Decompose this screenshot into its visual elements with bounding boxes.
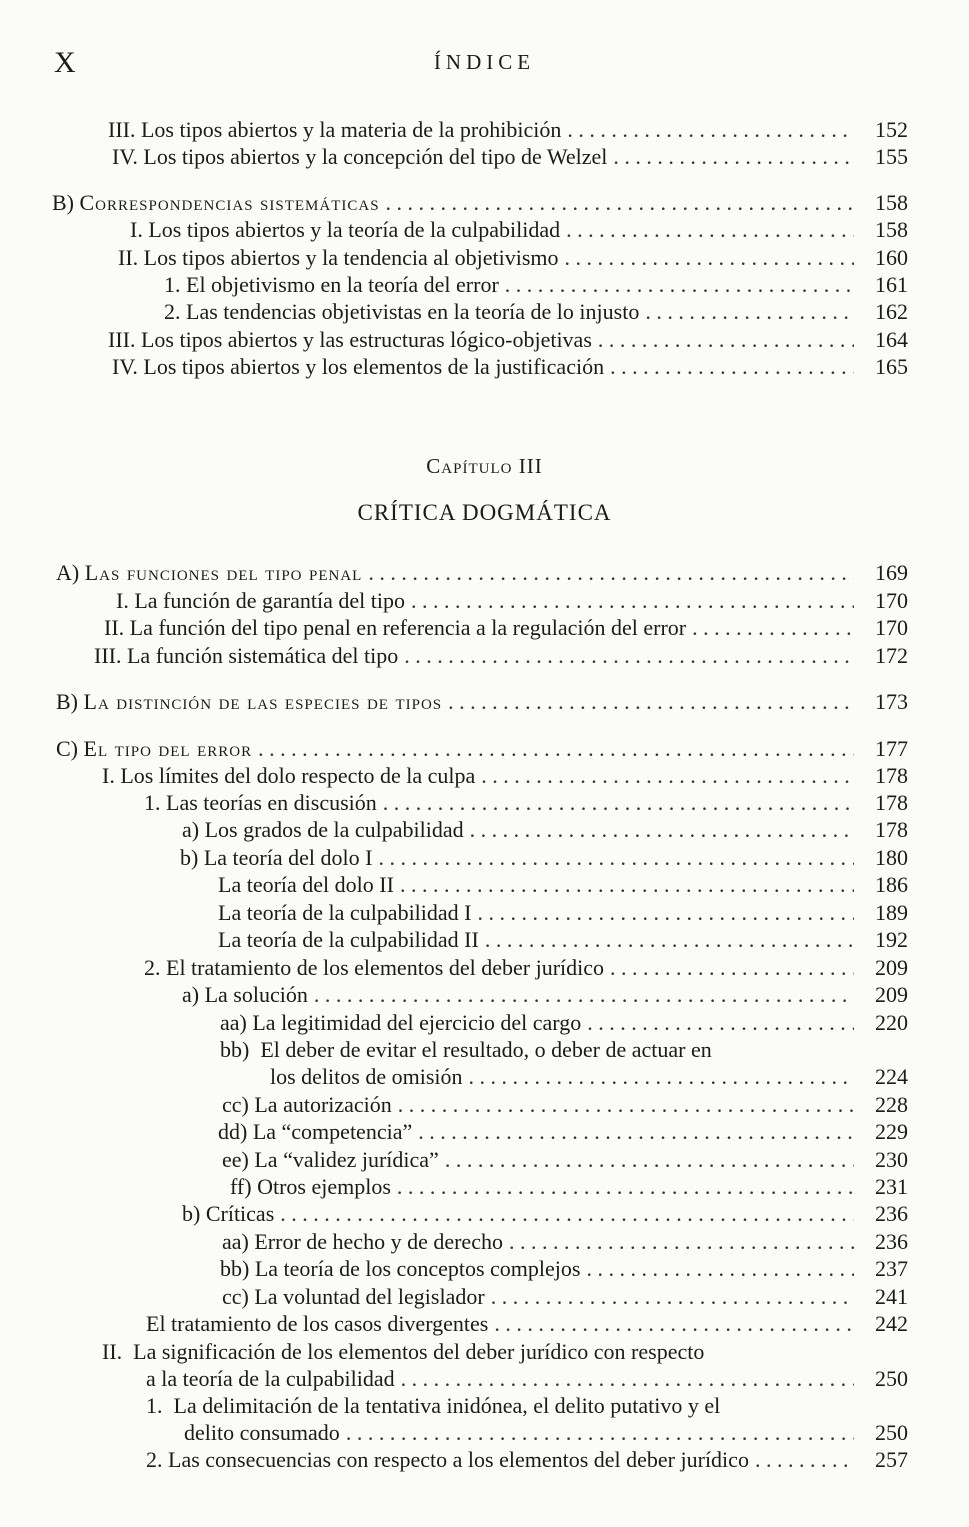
entry-page: 209 — [875, 955, 908, 980]
entry-page: 237 — [875, 1256, 908, 1281]
entry-page: 192 — [875, 927, 908, 952]
leader-dots — [645, 298, 854, 325]
entry-page: 161 — [875, 272, 908, 297]
chapter-label: Capítulo III — [426, 454, 543, 478]
leader-dots — [586, 1255, 854, 1282]
leader-dots — [567, 116, 854, 143]
toc-entry — [56, 559, 908, 586]
entry-label: B) — [56, 689, 78, 714]
leader-dots — [469, 1063, 855, 1090]
toc-entry — [108, 116, 908, 143]
entry-label: II. — [118, 245, 139, 270]
toc-entry — [230, 1173, 908, 1200]
entry-text: Los tipos abiertos y la teoría de la culpabilidad — [148, 217, 561, 242]
entry-label: 1. — [164, 272, 181, 297]
entry-label: b) — [182, 1201, 201, 1226]
leader-dots — [566, 216, 854, 243]
toc-entry-first-line — [220, 1036, 712, 1063]
toc-entry — [222, 1091, 908, 1118]
entry-page: 170 — [875, 615, 908, 640]
entry-text: La distinción de las especies de tipos — [83, 689, 443, 714]
entry-text: La teoría de la culpabilidad I — [218, 900, 472, 925]
entry-page: 180 — [875, 845, 908, 870]
leader-dots — [383, 789, 854, 816]
entry-text: La “competencia” — [252, 1119, 413, 1144]
leader-dots — [610, 954, 854, 981]
entry-text: El objetivismo en la teoría del error — [186, 272, 499, 297]
leader-dots — [610, 353, 854, 380]
entry-page: 250 — [875, 1366, 908, 1391]
toc-entry — [130, 216, 908, 243]
entry-page: 178 — [875, 817, 908, 842]
toc-entry — [102, 762, 908, 789]
entry-page: 158 — [875, 217, 908, 242]
entry-page: 160 — [875, 245, 908, 270]
entry-label: III. — [108, 327, 136, 352]
entry-text: El tratamiento de los casos divergentes — [146, 1311, 489, 1336]
toc-entry — [222, 1228, 908, 1255]
entry-page: 236 — [875, 1229, 908, 1254]
toc-entry — [52, 189, 908, 216]
entry-text: El tipo del error — [83, 736, 253, 761]
toc-entry — [184, 1419, 908, 1446]
leader-dots — [494, 1310, 854, 1337]
entry-text: Los tipos abiertos y los elementos de la justificación — [143, 354, 605, 379]
entry-text: Los tipos abiertos y la concepción del tipo de Welzel — [143, 144, 608, 169]
toc-entry — [182, 1200, 908, 1227]
entry-text: Las consecuencias con respecto a los elementos del deber jurídico — [168, 1447, 749, 1472]
leader-dots — [565, 244, 854, 271]
toc-entry — [112, 143, 908, 170]
entry-text-continuation: delito consumado — [184, 1420, 340, 1445]
entry-page: 189 — [875, 900, 908, 925]
entry-label: IV. — [112, 144, 138, 169]
leader-dots — [481, 762, 854, 789]
entry-page: 177 — [875, 736, 908, 761]
entry-label: cc) — [222, 1284, 249, 1309]
toc-entry — [94, 642, 908, 669]
entry-label: ee) — [222, 1147, 249, 1172]
leader-dots — [368, 559, 854, 586]
toc-entry — [180, 844, 908, 871]
entry-text: La función sistemática del tipo — [126, 643, 399, 668]
entry-label: IV. — [112, 354, 138, 379]
toc-entry — [218, 926, 908, 953]
leader-dots — [613, 143, 854, 170]
leader-dots — [485, 926, 854, 953]
toc-entry — [146, 1365, 908, 1392]
leader-dots — [418, 1118, 854, 1145]
toc-entry — [104, 614, 908, 641]
entry-text: Las tendencias objetivistas en la teoría de lo injusto — [186, 299, 640, 324]
leader-dots — [397, 1173, 854, 1200]
entry-label: b) — [180, 845, 199, 870]
entry-page: 242 — [875, 1311, 908, 1336]
leader-dots — [509, 1228, 854, 1255]
entry-text-continuation: los delitos de omisión — [270, 1064, 463, 1089]
toc-entry — [118, 244, 908, 271]
entry-page: 250 — [875, 1420, 908, 1445]
entry-text: La solución — [204, 982, 308, 1007]
page-number: X — [54, 46, 76, 79]
toc-entry — [112, 353, 908, 380]
entry-page: 172 — [875, 643, 908, 668]
entry-page: 209 — [875, 982, 908, 1007]
entry-label: A) — [56, 560, 80, 585]
leader-dots — [404, 642, 854, 669]
entry-label: bb) — [220, 1256, 250, 1281]
entry-page: 231 — [875, 1174, 908, 1199]
entry-text: La voluntad del legislador — [254, 1284, 485, 1309]
leader-dots — [755, 1446, 854, 1473]
toc-entry — [222, 1283, 908, 1310]
leader-dots — [505, 271, 854, 298]
toc-entry-first-line — [102, 1338, 704, 1365]
toc-entry — [222, 1146, 908, 1173]
entry-page: 164 — [875, 327, 908, 352]
leader-dots — [386, 189, 854, 216]
entry-label: ff) — [230, 1174, 252, 1199]
entry-text: La legitimidad del ejercicio del cargo — [252, 1010, 582, 1035]
leader-dots — [258, 735, 854, 762]
running-head: ÍNDICE — [433, 50, 536, 74]
toc-entry — [220, 1255, 908, 1282]
leader-dots — [587, 1009, 854, 1036]
toc-entry — [116, 587, 908, 614]
entry-label: cc) — [222, 1092, 249, 1117]
entry-text: La “validez jurídica” — [254, 1147, 439, 1172]
chapter-title: CRÍTICA DOGMÁTICA — [357, 500, 612, 525]
entry-page: 241 — [875, 1284, 908, 1309]
toc-entry — [164, 298, 908, 325]
entry-page: 230 — [875, 1147, 908, 1172]
entry-text: La teoría del dolo II — [218, 872, 394, 897]
toc-entry — [220, 1009, 908, 1036]
leader-dots — [398, 1091, 854, 1118]
entry-page: 162 — [875, 299, 908, 324]
toc-entry — [270, 1063, 908, 1090]
entry-text: La delimitación de la tentativa inidónea, el delito putativo y el — [173, 1393, 721, 1418]
entry-label: 2. — [146, 1447, 163, 1472]
toc-entry — [144, 954, 908, 981]
toc-entry — [146, 1446, 908, 1473]
entry-label: 1. — [146, 1393, 163, 1418]
entry-text: La autorización — [254, 1092, 392, 1117]
leader-dots — [346, 1419, 854, 1446]
toc-entry — [218, 871, 908, 898]
entry-label: I. — [102, 763, 115, 788]
entry-text: Los límites del dolo respecto de la culpa — [120, 763, 476, 788]
entry-label: II. — [104, 615, 125, 640]
toc-entry — [164, 271, 908, 298]
entry-page: 257 — [875, 1447, 908, 1472]
entry-text: El deber de evitar el resultado, o deber de actuar en — [260, 1037, 712, 1062]
entry-label: aa) — [222, 1229, 249, 1254]
entry-label: III. — [108, 117, 136, 142]
leader-dots — [598, 326, 854, 353]
entry-label: I. — [130, 217, 143, 242]
toc-entry — [218, 1118, 908, 1145]
entry-text: Error de hecho y de derecho — [254, 1229, 503, 1254]
entry-text: Correspondencias sistemáticas — [79, 190, 380, 215]
toc-entry — [146, 1310, 908, 1337]
entry-label: 2. — [144, 955, 161, 980]
entry-label: 1. — [144, 790, 161, 815]
entry-text: Otros ejemplos — [257, 1174, 391, 1199]
entry-label: C) — [56, 736, 78, 761]
leader-dots — [692, 614, 854, 641]
leader-dots — [470, 816, 854, 843]
entry-page: 152 — [875, 117, 908, 142]
entry-label: II. — [102, 1339, 123, 1364]
leader-dots — [401, 1365, 854, 1392]
entry-text: Las funciones del tipo penal — [84, 560, 363, 585]
entry-text: La teoría del dolo I — [203, 845, 373, 870]
entry-page: 169 — [875, 560, 908, 585]
entry-label: a) — [182, 982, 200, 1007]
entry-text: La función del tipo penal en referencia a la regulación del error — [129, 615, 687, 640]
entry-text: Los tipos abiertos y la tendencia al objetivismo — [143, 245, 559, 270]
entry-page: 165 — [875, 354, 908, 379]
toc-entry — [144, 789, 908, 816]
entry-page: 186 — [875, 872, 908, 897]
leader-dots — [491, 1283, 854, 1310]
entry-text: La teoría de la culpabilidad II — [218, 927, 479, 952]
entry-page: 228 — [875, 1092, 908, 1117]
entry-label: bb) — [220, 1037, 250, 1062]
entry-page: 158 — [875, 190, 908, 215]
leader-dots — [280, 1200, 854, 1227]
entry-page: 229 — [875, 1119, 908, 1144]
toc-entry — [218, 899, 908, 926]
entry-page: 173 — [875, 689, 908, 714]
entry-page: 220 — [875, 1010, 908, 1035]
entry-label: III. — [94, 643, 122, 668]
entry-text: Críticas — [205, 1201, 275, 1226]
toc-entry — [182, 981, 908, 1008]
entry-text: Los tipos abiertos y la materia de la prohibición — [140, 117, 562, 142]
entry-page: 170 — [875, 588, 908, 613]
entry-label: aa) — [220, 1010, 247, 1035]
entry-text: Las teorías en discusión — [166, 790, 377, 815]
leader-dots — [411, 587, 854, 614]
leader-dots — [400, 871, 854, 898]
leader-dots — [448, 688, 854, 715]
entry-label: a) — [182, 817, 200, 842]
entry-text: La teoría de los conceptos complejos — [254, 1256, 581, 1281]
entry-page: 224 — [875, 1064, 908, 1089]
entry-label: dd) — [218, 1119, 248, 1144]
entry-text-continuation: a la teoría de la culpabilidad — [146, 1366, 395, 1391]
leader-dots — [314, 981, 854, 1008]
entry-text: La función de garantía del tipo — [134, 588, 405, 613]
entry-page: 178 — [875, 763, 908, 788]
entry-label: B) — [52, 190, 74, 215]
toc-entry — [182, 816, 908, 843]
entry-label: I. — [116, 588, 129, 613]
entry-page: 155 — [875, 144, 908, 169]
toc-entry — [56, 735, 908, 762]
toc-entry-first-line — [146, 1392, 720, 1419]
entry-label: 2. — [164, 299, 181, 324]
toc-entry — [56, 688, 908, 715]
entry-page: 178 — [875, 790, 908, 815]
leader-dots — [478, 899, 855, 926]
toc-entry — [108, 326, 908, 353]
entry-text: Los tipos abiertos y las estructuras lógico-objetivas — [140, 327, 592, 352]
entry-page: 236 — [875, 1201, 908, 1226]
leader-dots — [378, 844, 854, 871]
entry-text: Los grados de la culpabilidad — [204, 817, 464, 842]
entry-text: El tratamiento de los elementos del deber jurídico — [166, 955, 605, 980]
entry-text: La significación de los elementos del deber jurídico con respecto — [133, 1339, 705, 1364]
leader-dots — [445, 1146, 854, 1173]
